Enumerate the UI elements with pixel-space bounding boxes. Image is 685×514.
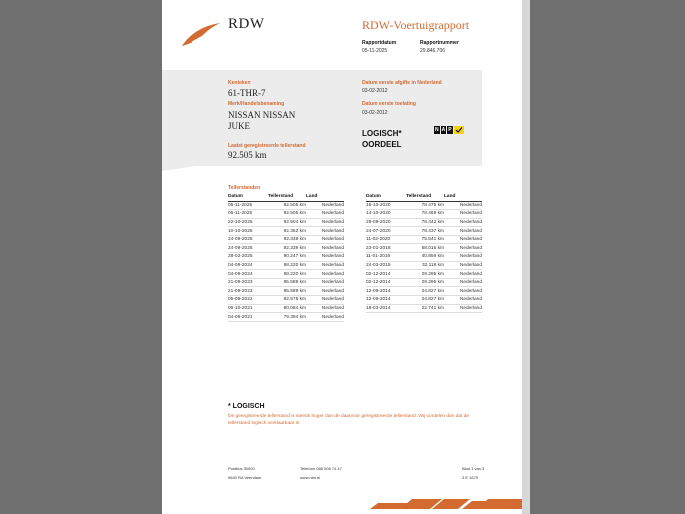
oordeel-line2: OORDEEL xyxy=(362,140,402,149)
cell-datum: 12-06-2014 xyxy=(366,287,406,296)
next-page-edge xyxy=(522,0,530,514)
cell-datum: 12-06-2014 xyxy=(366,296,406,305)
table-row xyxy=(366,201,482,210)
cell-datum: 05-09-2022 xyxy=(228,296,268,305)
rapportdatum-value: 05-11-2025 xyxy=(362,48,388,54)
table-row xyxy=(228,227,344,236)
cell-tellerstand: 82.575 km xyxy=(268,296,306,305)
cell-land: Nederland xyxy=(444,253,482,262)
cell-tellerstand: 78.475 km xyxy=(406,201,444,210)
table-row xyxy=(366,244,482,253)
nap-letter-n: N xyxy=(435,127,439,133)
cell-datum: 21-09-2023 xyxy=(228,287,268,296)
cell-land: Nederland xyxy=(306,304,344,313)
tellerstand-value: 92.505 km xyxy=(228,150,267,160)
rapportnummer-label: Rapportnummer xyxy=(420,40,459,46)
cell-tellerstand: 80.084 km xyxy=(268,304,306,313)
cell-tellerstand: 22.741 km xyxy=(406,304,444,313)
cell-land: Nederland xyxy=(444,261,482,270)
cell-tellerstand: 88.220 km xyxy=(268,270,306,279)
rapportdatum-block xyxy=(362,40,396,54)
footer-contact xyxy=(300,464,342,482)
cell-datum: 22-10-2025 xyxy=(228,218,268,227)
cell-land: Nederland xyxy=(444,296,482,305)
odometer-table-right xyxy=(366,193,482,313)
cell-land: Nederland xyxy=(444,244,482,253)
table-row xyxy=(366,270,482,279)
footer-blad: Blad 1 van 3 xyxy=(462,466,485,471)
nap-check-icon xyxy=(454,126,464,134)
cell-datum: 24-09-2025 xyxy=(228,244,268,253)
table-row xyxy=(366,304,482,313)
cell-land: Nederland xyxy=(444,287,482,296)
cell-tellerstand: 24.827 km xyxy=(406,287,444,296)
table-row xyxy=(228,313,344,322)
cell-land: Nederland xyxy=(306,261,344,270)
merk-line1: NISSAN NISSAN xyxy=(228,110,296,120)
cell-datum: 23-01-2018 xyxy=(366,244,406,253)
cell-tellerstand: 92.505 km xyxy=(268,210,306,219)
cell-land: Nederland xyxy=(306,313,344,322)
rapportdatum-label: Rapportdatum xyxy=(362,40,397,46)
table-row xyxy=(228,270,344,279)
cell-land: Nederland xyxy=(306,244,344,253)
cell-datum: 05-11-2025 xyxy=(228,210,268,219)
cell-land: Nederland xyxy=(444,235,482,244)
rdw-logo-icon xyxy=(180,22,222,48)
cell-tellerstand: 75.541 km xyxy=(406,235,444,244)
merk-label: Merk/Handelsbenaming xyxy=(228,101,285,107)
cell-tellerstand: 90.247 km xyxy=(268,253,306,262)
eerste-toelating-value: 03-02-2012 xyxy=(362,110,388,116)
table-row xyxy=(366,218,482,227)
table-row xyxy=(228,278,344,287)
cell-land: Nederland xyxy=(306,253,344,262)
header-datum: Datum xyxy=(366,193,406,201)
cell-land: Nederland xyxy=(306,278,344,287)
table-row xyxy=(366,287,482,296)
cell-tellerstand: 32.118 km xyxy=(406,261,444,270)
cell-datum: 25-09-2020 xyxy=(366,218,406,227)
table-row xyxy=(366,253,482,262)
cell-land: Nederland xyxy=(306,270,344,279)
kenteken-value: 61-THR-7 xyxy=(228,88,266,98)
cell-tellerstand: 85.589 km xyxy=(268,287,306,296)
cell-land: Nederland xyxy=(306,296,344,305)
logo-text: RDW xyxy=(228,16,265,32)
cell-land: Nederland xyxy=(444,201,482,210)
cell-tellerstand: 58.016 km xyxy=(406,244,444,253)
tellerstanden-title: Tellerstanden xyxy=(228,185,261,191)
cell-datum: 02-12-2014 xyxy=(366,278,406,287)
footer-page-info xyxy=(462,464,484,482)
cell-tellerstand: 92.352 km xyxy=(268,227,306,236)
table-row xyxy=(228,201,344,210)
cell-tellerstand: 78.442 km xyxy=(406,218,444,227)
cell-land: Nederland xyxy=(306,287,344,296)
cell-land: Nederland xyxy=(444,270,482,279)
cell-land: Nederland xyxy=(444,304,482,313)
cell-datum: 06-10-2021 xyxy=(228,304,268,313)
cell-tellerstand: 29.295 km xyxy=(406,270,444,279)
cell-land: Nederland xyxy=(444,227,482,236)
table-header-row xyxy=(366,193,482,201)
cell-tellerstand: 78.437 km xyxy=(406,227,444,236)
cell-tellerstand: 92.505 km xyxy=(268,201,306,210)
table-row xyxy=(228,304,344,313)
cell-datum: 04-09-2024 xyxy=(228,261,268,270)
logisch-note-title: * LOGISCH xyxy=(228,403,265,410)
table-row xyxy=(228,253,344,262)
table-row xyxy=(228,235,344,244)
footer-website: www.rdw.nl xyxy=(300,475,321,480)
table-row xyxy=(366,261,482,270)
header-land: Land xyxy=(444,193,482,201)
header-land: Land xyxy=(306,193,344,201)
nap-letter-p: P xyxy=(448,127,452,133)
cell-land: Nederland xyxy=(306,227,344,236)
table-header-row xyxy=(228,193,344,201)
cell-tellerstand: 92.339 km xyxy=(268,244,306,253)
cell-datum: 24-07-2020 xyxy=(366,227,406,236)
cell-tellerstand: 88.220 km xyxy=(268,261,306,270)
cell-land: Nederland xyxy=(306,210,344,219)
table-row xyxy=(228,261,344,270)
table-row xyxy=(228,210,344,219)
tellerstand-label: Laatst geregistreerde tellerstand xyxy=(228,143,306,149)
cell-land: Nederland xyxy=(306,235,344,244)
cell-datum: 04-06-2021 xyxy=(228,313,268,322)
cell-tellerstand: 40.859 km xyxy=(406,253,444,262)
rdw-stripes-graphic xyxy=(370,497,522,509)
cell-datum: 05-11-2025 xyxy=(228,201,268,210)
cell-datum: 11-02-2020 xyxy=(366,235,406,244)
cell-tellerstand: 79.394 km xyxy=(268,313,306,322)
rapportnummer-value: 29.846.706 xyxy=(420,48,446,54)
logisch-note-text: De geregistreerde tellerstand is steeds hoger dan de daarvoor geregistreerde tellerstand. Wij oordelen dan dat de tellerstand logisch verklaarbaar is. xyxy=(228,414,470,426)
cell-datum: 24-09-2025 xyxy=(228,235,268,244)
nap-badge xyxy=(434,126,464,134)
cell-tellerstand: 78.469 km xyxy=(406,210,444,219)
footer-telefoon: Telefoon 088 008 74 47 xyxy=(300,466,342,471)
cell-datum: 14-10-2020 xyxy=(366,210,406,219)
cell-datum: 21-09-2023 xyxy=(228,278,268,287)
cell-datum: 04-09-2024 xyxy=(228,270,268,279)
table-row xyxy=(228,218,344,227)
odometer-table-left xyxy=(228,193,344,322)
eerste-afgifte-label: Datum eerste afgifte in Nederland xyxy=(362,80,442,86)
table-row xyxy=(366,227,482,236)
eerste-toelating-label: Datum eerste toelating xyxy=(362,101,416,107)
footer-code: 3 E 1679 xyxy=(462,475,479,480)
cell-tellerstand: 29.295 km xyxy=(406,278,444,287)
eerste-afgifte-value: 03-02-2012 xyxy=(362,88,388,94)
header-tellerstand: Tellerstand xyxy=(268,193,306,201)
oordeel-line1: LOGISCH* xyxy=(362,129,402,138)
header-tellerstand: Tellerstand xyxy=(406,193,444,201)
cell-tellerstand: 85.589 km xyxy=(268,278,306,287)
cell-land: Nederland xyxy=(444,278,482,287)
cell-datum: 11-01-2016 xyxy=(366,253,406,262)
table-row xyxy=(366,278,482,287)
cell-datum: 24-03-2015 xyxy=(366,261,406,270)
table-row xyxy=(228,296,344,305)
rapportnummer-block xyxy=(420,40,459,54)
cell-datum: 10-10-2025 xyxy=(228,227,268,236)
table-row xyxy=(228,244,344,253)
kenteken-label: Kenteken xyxy=(228,80,251,86)
cell-datum: 28-02-2025 xyxy=(228,253,268,262)
cell-datum: 16-10-2020 xyxy=(366,201,406,210)
cell-datum: 02-12-2014 xyxy=(366,270,406,279)
cell-land: Nederland xyxy=(306,218,344,227)
cell-land: Nederland xyxy=(444,218,482,227)
merk-line2: JUKE xyxy=(228,121,250,131)
cell-tellerstand: 24.827 km xyxy=(406,296,444,305)
nap-letter-a: A xyxy=(441,127,446,133)
cell-tellerstand: 92.339 km xyxy=(268,235,306,244)
cell-land: Nederland xyxy=(306,201,344,210)
footer-postbus: Postbus 30000 xyxy=(228,466,255,471)
cell-tellerstand: 92.504 km xyxy=(268,218,306,227)
table-row xyxy=(228,287,344,296)
footer-city: 9640 RA Veendam xyxy=(228,475,262,480)
cell-datum: 18-03-2014 xyxy=(366,304,406,313)
table-row xyxy=(366,210,482,219)
report-page xyxy=(162,0,522,514)
report-title: RDW-Voertuigrapport xyxy=(362,18,470,32)
table-row xyxy=(366,235,482,244)
cell-land: Nederland xyxy=(444,210,482,219)
footer-address xyxy=(228,464,261,482)
oordeel-block xyxy=(362,128,402,150)
table-row xyxy=(366,296,482,305)
header-datum: Datum xyxy=(228,193,268,201)
